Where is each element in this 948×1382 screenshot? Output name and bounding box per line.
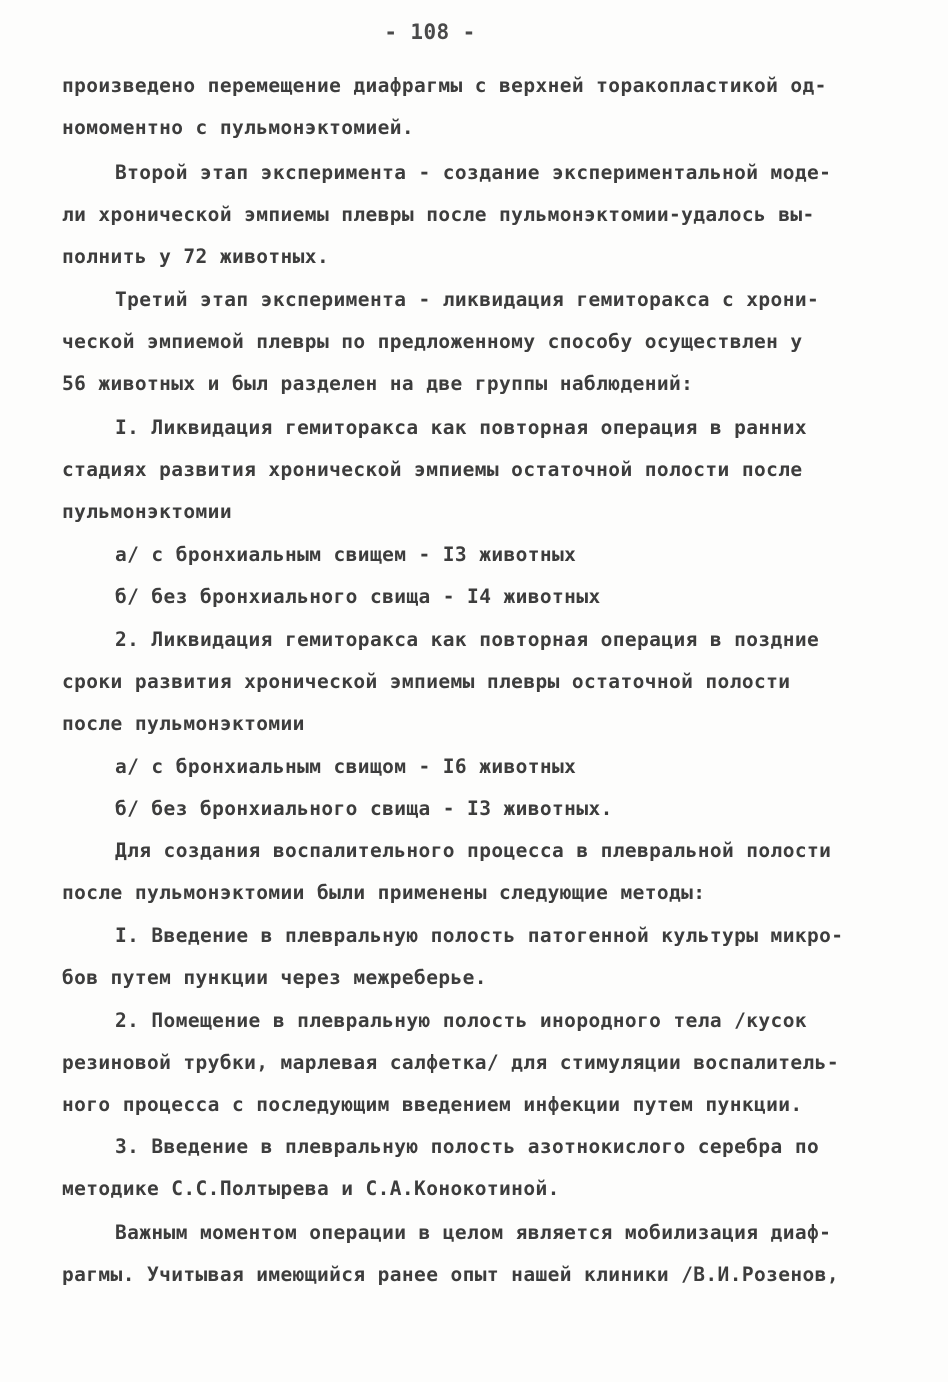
text-line: после пульмонэктомии <box>62 712 305 735</box>
text-line: после пульмонэктомии были применены следующие методы: <box>62 881 706 904</box>
text-line: методике С.С.Полтырева и С.А.Конокотиной. <box>62 1177 560 1200</box>
text-line: Важным моментом операции в целом является мобилизация диаф- <box>115 1221 832 1244</box>
text-line: полнить у 72 животных. <box>62 245 330 268</box>
text-line: 2. Помещение в плевральную полость инородного тела /кусок <box>115 1009 807 1032</box>
text-line: ческой эмпиемой плевры по предложенному способу осуществлен у <box>62 330 803 353</box>
text-line: ного процесса с последующим введением инфекции путем пункции. <box>62 1093 803 1116</box>
text-line: б/ без бронхиального свища - I3 животных. <box>115 797 613 820</box>
text-line: резиновой трубки, марлевая салфетка/ для стимуляции воспалитель- <box>62 1051 839 1074</box>
text-line: I. Введение в плевральную полость патогенной культуры микро- <box>115 924 844 947</box>
text-line: б/ без бронхиального свища - I4 животных <box>115 585 601 608</box>
text-line: бов путем пункции через межреберье. <box>62 966 487 989</box>
text-line: 3. Введение в плевральную полость азотнокислого серебра по <box>115 1135 820 1158</box>
text-line: ли хронической эмпиемы плевры после пульмонэктомии-удалось вы- <box>62 203 815 226</box>
text-line: Для создания воспалительного процесса в плевральной полости <box>115 839 832 862</box>
text-line: сроки развития хронической эмпиемы плевры остаточной полости <box>62 670 791 693</box>
text-line: Второй этап эксперимента - создание экспериментальной моде- <box>115 161 832 184</box>
text-line: а/ с бронхиальным свищем - I3 животных <box>115 543 577 566</box>
text-line: 56 животных и был разделен на две группы наблюдений: <box>62 372 694 395</box>
text-line: пульмонэктомии <box>62 500 232 523</box>
text-line: 2. Ликвидация гемиторакса как повторная операция в поздние <box>115 628 820 651</box>
text-line: рагмы. Учитывая имеющийся ранее опыт нашей клиники /В.И.Розенов, <box>62 1263 839 1286</box>
text-line: I. Ликвидация гемиторакса как повторная операция в ранних <box>115 416 807 439</box>
text-line: а/ с бронхиальным свищом - I6 животных <box>115 755 577 778</box>
page-number: - 108 - <box>384 20 476 44</box>
text-line: Третий этап эксперимента - ликвидация гемиторакса с хрони- <box>115 288 820 311</box>
text-line: номоментно с пульмонэктомией. <box>62 116 415 139</box>
text-line: произведено перемещение диафрагмы с верхней торакопластикой од- <box>62 74 827 97</box>
text-line: стадиях развития хронической эмпиемы остаточной полости после <box>62 458 803 481</box>
